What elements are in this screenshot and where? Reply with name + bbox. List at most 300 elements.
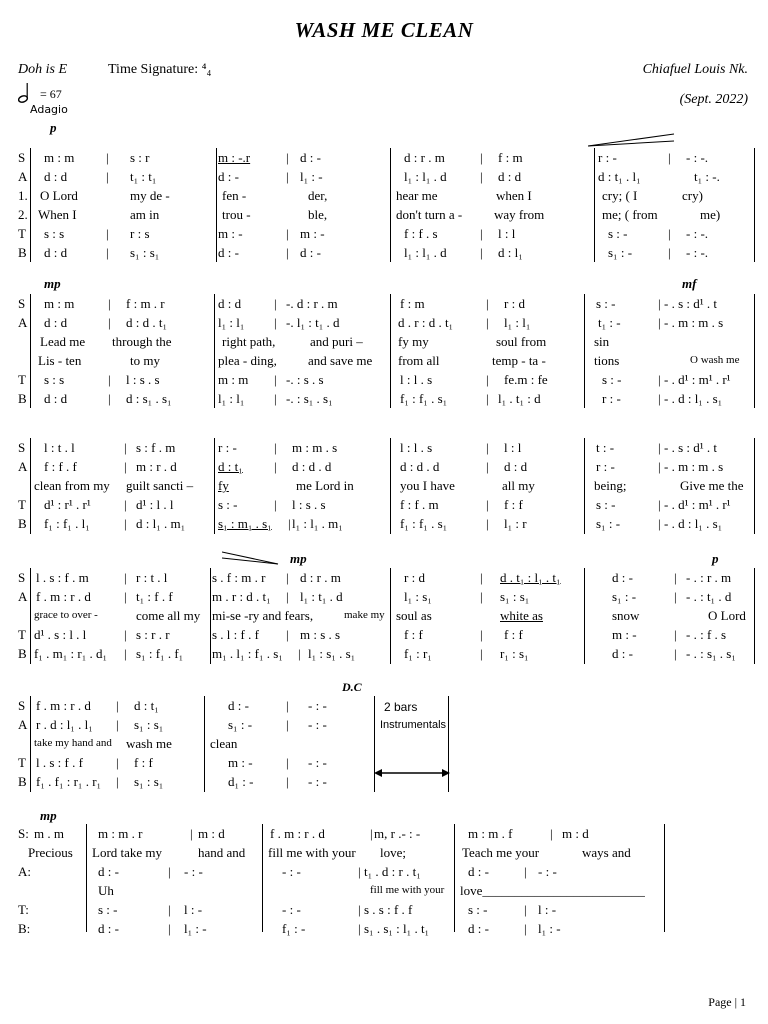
- notation-cell: m . r : d . t₁: [212, 589, 271, 604]
- notation-cell: t₁ : t₁: [130, 169, 157, 184]
- notation-cell: B: [18, 774, 27, 789]
- notation-cell: f₁ : f₁ . l₁: [44, 516, 90, 531]
- notation-cell: s : -: [596, 296, 616, 311]
- notation-cell: s₁ : s₁: [134, 717, 164, 732]
- system-1: [18, 148, 758, 262]
- time-signature: Time Signature: ⁴₄: [108, 62, 212, 77]
- notation-cell: t₁ : -.: [694, 169, 720, 184]
- notation-cell: t : -: [596, 440, 615, 455]
- notation-cell: s . s : f . f: [364, 902, 413, 917]
- notation-cell: m : -.r: [218, 150, 251, 165]
- notation-cell: A: [18, 589, 28, 604]
- notation-cell: r : d: [504, 296, 525, 311]
- bar-separator: |: [274, 296, 277, 311]
- notation-cell: S: [18, 296, 26, 311]
- notation-cell: - : -: [308, 717, 327, 732]
- notation-cell: hear me: [396, 188, 438, 203]
- notation-cell: l₁ : l₁: [218, 391, 245, 406]
- notation-cell: B: [18, 391, 27, 406]
- notation-cell: f₁ . m₁ : r₁ . d₁: [34, 646, 108, 661]
- notation-cell: m : d: [562, 826, 589, 841]
- notation-cell: d¹ . s : l . l: [34, 627, 87, 642]
- lyrics-line-1: [18, 734, 758, 753]
- notation-cell: m : m . f: [468, 826, 513, 841]
- notation-cell: l₁ : l₁ . m₁: [292, 516, 343, 531]
- notation-cell: T: [18, 372, 26, 387]
- notation-cell: s : -: [602, 372, 622, 387]
- notation-cell: being;: [594, 478, 627, 493]
- bar-separator: |: [116, 698, 119, 713]
- notation-cell: B: [18, 646, 27, 661]
- notation-cell: l . s : f . m: [36, 570, 89, 585]
- notation-cell: s : r: [130, 150, 150, 165]
- notation-cell: l₁ : r: [504, 516, 527, 531]
- notation-cell: l : t . l: [44, 440, 75, 455]
- notation-cell: - : -: [308, 774, 327, 789]
- bar-separator: |: [124, 497, 127, 512]
- bar-separator: |: [480, 570, 483, 585]
- bar-separator: |: [288, 516, 291, 531]
- notation-cell: snow: [612, 608, 640, 623]
- notation-cell: f : f . f: [44, 459, 77, 474]
- two-bars-note: 2 bars: [384, 700, 418, 714]
- bass-row: [18, 514, 758, 533]
- bar-separator: |: [274, 440, 277, 455]
- dynamic-mf: mf: [682, 276, 697, 291]
- notation-cell: Precious: [28, 845, 73, 860]
- notation-cell: hand and: [198, 845, 246, 860]
- notation-cell: s : s: [44, 372, 65, 387]
- dynamic-p-2: p: [712, 551, 719, 566]
- notation-cell: d : -: [612, 646, 633, 661]
- notation-cell: f : m . r: [126, 296, 165, 311]
- notation-cell: d : -: [300, 150, 321, 165]
- notation-cell: r : -: [602, 391, 621, 406]
- notation-cell: to my: [130, 353, 160, 368]
- notation-cell: through the: [112, 334, 172, 349]
- dynamic-mp-3: mp: [40, 808, 57, 823]
- bar-separator: |: [358, 864, 361, 879]
- notation-cell: - . d : l₁ . s₁: [664, 391, 723, 406]
- notation-cell: d : l₁ . m₁: [136, 516, 186, 531]
- notation-cell: f . m : r . d: [36, 589, 91, 604]
- notation-cell: f₁ : r₁: [404, 646, 432, 661]
- notation-cell: T: [18, 497, 26, 512]
- bar-separator: |: [286, 589, 289, 604]
- notation-cell: me Lord in: [296, 478, 354, 493]
- bar-separator: |: [286, 698, 289, 713]
- notation-cell: l₁ : s₁ . s₁: [308, 646, 356, 661]
- bar-separator: |: [358, 902, 361, 917]
- notation-cell: d : d: [498, 169, 522, 184]
- notation-cell: s : -: [98, 902, 118, 917]
- notation-cell: d . r : d . t₁: [398, 315, 454, 330]
- notation-cell: B:: [18, 921, 31, 936]
- soprano-row: [18, 568, 758, 587]
- notation-cell: mi-se -ry and fears,: [212, 608, 314, 623]
- alto-row: [18, 313, 758, 332]
- notation-cell: t₁ : f . f: [136, 589, 173, 604]
- bar-separator: |: [486, 459, 489, 474]
- notation-cell: s₁ : s₁: [134, 774, 164, 789]
- bar-separator: |: [524, 902, 527, 917]
- lyrics-line-2: [18, 881, 758, 900]
- notation-cell: d : d: [44, 315, 68, 330]
- system-2: [18, 294, 758, 408]
- notation-cell: r : d: [404, 570, 425, 585]
- notation-cell: d : -: [300, 245, 321, 260]
- notation-cell: f₁ . f₁ : r₁ . r₁: [36, 774, 102, 789]
- notation-cell: tions: [594, 353, 620, 368]
- notation-cell: fe.m : fe: [504, 372, 548, 387]
- notation-cell: s₁ . s₁ : l₁ . t₁: [364, 921, 430, 936]
- notation-cell: - : -.: [686, 245, 709, 260]
- notation-cell: don't turn a -: [396, 207, 463, 222]
- notation-cell: s₁ : -: [608, 245, 633, 260]
- notation-cell: l₁ : l₁ . d: [404, 169, 447, 184]
- bar-separator: |: [286, 774, 289, 789]
- notation-cell: l₁ : -: [184, 921, 207, 936]
- notation-cell: B: [18, 245, 27, 260]
- notation-cell: f : m: [498, 150, 523, 165]
- bar-separator: |: [286, 245, 289, 260]
- notation-cell: s : f . m: [136, 440, 176, 455]
- bar-separator: |: [124, 627, 127, 642]
- bar-separator: |: [486, 440, 489, 455]
- bar-separator: |: [486, 516, 489, 531]
- notation-cell: - : -: [282, 864, 301, 879]
- bar-separator: |: [674, 627, 677, 642]
- notation-cell: Give me the: [680, 478, 744, 493]
- bar-separator: |: [108, 296, 111, 311]
- lyrics-line-1: [18, 606, 758, 625]
- bar-separator: |: [298, 646, 301, 661]
- notation-cell: m : -: [612, 627, 637, 642]
- notation-cell: - . s : d¹ . t: [664, 440, 718, 455]
- notation-cell: S: [18, 440, 26, 455]
- notation-cell: d : -: [228, 698, 249, 713]
- notation-cell: way from: [494, 207, 545, 222]
- notation-cell: Teach me your: [462, 845, 540, 860]
- notation-cell: fy: [218, 478, 229, 493]
- song-title: WASH ME CLEAN: [294, 18, 474, 42]
- notation-cell: A: [18, 717, 28, 732]
- notation-cell: - . : f . s: [686, 627, 727, 642]
- alto-row: [18, 457, 758, 476]
- tenor-row: [18, 900, 758, 919]
- verse1-lyrics: [18, 186, 758, 205]
- lyrics-line-1: [18, 476, 758, 495]
- notation-cell: l₁ : l₁: [504, 315, 531, 330]
- dynamic-mp-1: mp: [44, 276, 61, 291]
- notation-cell: Lord take my: [92, 845, 163, 860]
- notation-cell: A: [18, 169, 28, 184]
- bar-separator: |: [668, 226, 671, 241]
- notation-cell: - : -: [282, 902, 301, 917]
- bar-separator: |: [658, 440, 661, 455]
- bar-separator: |: [274, 315, 277, 330]
- notation-cell: f : f: [134, 755, 153, 770]
- notation-cell: 1.: [18, 188, 28, 203]
- notation-cell: d : d: [44, 169, 68, 184]
- notation-cell: s₁ : -: [228, 717, 253, 732]
- bar-separator: |: [124, 646, 127, 661]
- bar-separator: |: [524, 921, 527, 936]
- notation-cell: grace to over -: [34, 609, 98, 621]
- alto-row: [18, 862, 758, 881]
- notation-cell: me): [700, 207, 721, 222]
- notation-cell: m : -: [300, 226, 325, 241]
- bar-separator: |: [124, 589, 127, 604]
- notation-cell: cry; ( I: [602, 188, 638, 203]
- notation-cell: f . m : r . d: [36, 698, 91, 713]
- notation-cell: d : d: [44, 391, 68, 406]
- notation-cell: d : r . m: [300, 570, 341, 585]
- notation-cell: s₁ : m₁ . s₁: [218, 516, 272, 531]
- bar-separator: |: [286, 150, 289, 165]
- notation-cell: s₁ : s₁: [130, 245, 160, 260]
- soprano-row: [18, 696, 758, 715]
- bar-separator: |: [108, 372, 111, 387]
- half-note-icon: [18, 82, 32, 104]
- notation-cell: temp - ta -: [492, 353, 546, 368]
- bar-separator: |: [116, 774, 119, 789]
- bar-separator: |: [124, 459, 127, 474]
- notation-cell: A: [18, 315, 28, 330]
- notation-cell: r . d : l₁ . l₁: [36, 717, 93, 732]
- bar-separator: |: [106, 150, 109, 165]
- notation-cell: d : s₁ . s₁: [126, 391, 172, 406]
- notation-cell: d : d: [218, 296, 242, 311]
- notation-cell: l . s : f . f: [36, 755, 83, 770]
- bar-separator: |: [668, 245, 671, 260]
- notation-cell: l₁ . t₁ : d: [498, 391, 541, 406]
- notation-cell: - . : r . m: [686, 570, 732, 585]
- notation-cell: l : -: [184, 902, 203, 917]
- notation-cell: s . f : m . r: [212, 570, 266, 585]
- notation-cell: f₁ : f₁ . s₁: [400, 516, 448, 531]
- notation-cell: -. l₁ : t₁ . d: [286, 315, 340, 330]
- notation-cell: d : t₁: [134, 698, 159, 713]
- bar-separator: |: [658, 459, 661, 474]
- notation-cell: - : -: [538, 864, 557, 879]
- tempo-word: Adagio: [30, 103, 68, 116]
- notation-cell: m : r . d: [136, 459, 177, 474]
- notation-cell: - . d : l₁ . s₁: [664, 516, 723, 531]
- notation-cell: d¹ : l . l: [136, 497, 174, 512]
- bar-separator: |: [480, 589, 483, 604]
- bar-separator: |: [480, 627, 483, 642]
- notation-cell: right path,: [222, 334, 276, 349]
- notation-cell: r : s: [130, 226, 150, 241]
- notation-cell: f₁ : -: [282, 921, 306, 936]
- notation-cell: r : t . l: [136, 570, 168, 585]
- double-arrow-icon: [374, 766, 450, 780]
- notation-cell: m : m: [44, 296, 75, 311]
- composer: Chiafuel Louis Nk.: [642, 62, 748, 77]
- notation-cell: s₁ : -: [596, 516, 621, 531]
- bar-separator: |: [658, 372, 661, 387]
- notation-cell: S: [18, 698, 26, 713]
- notation-cell: T: [18, 627, 26, 642]
- notation-cell: O wash me: [690, 354, 740, 366]
- notation-cell: s₁ : -: [612, 589, 637, 604]
- notation-cell: make my: [344, 609, 385, 621]
- notation-cell: f : f . m: [400, 497, 439, 512]
- notation-cell: l : -: [538, 902, 557, 917]
- notation-cell: f : f: [504, 497, 523, 512]
- notation-cell: l₁ : l₁ . d: [404, 245, 447, 260]
- notation-cell: S: [18, 570, 26, 585]
- bar-separator: |: [108, 315, 111, 330]
- bar-separator: |: [286, 627, 289, 642]
- bar-separator: |: [486, 497, 489, 512]
- bar-separator: |: [480, 150, 483, 165]
- notation-cell: f . m : r . d: [270, 826, 325, 841]
- notation-cell: and puri –: [310, 334, 363, 349]
- notation-cell: l : l: [504, 440, 522, 455]
- notation-cell: fy my: [398, 334, 429, 349]
- notation-cell: - : -.: [686, 150, 709, 165]
- notation-cell: Uh: [98, 883, 114, 898]
- notation-cell: fill me with your: [370, 884, 445, 896]
- notation-cell: Lead me: [40, 334, 86, 349]
- notation-cell: A: [18, 459, 28, 474]
- notation-cell: s : r . r: [136, 627, 170, 642]
- notation-cell: when I: [496, 188, 532, 203]
- notation-cell: am in: [130, 207, 160, 222]
- bar-separator: |: [658, 391, 661, 406]
- notation-cell: m : -: [228, 755, 253, 770]
- bar-separator: |: [550, 826, 553, 841]
- bar-separator: |: [674, 589, 677, 604]
- notation-cell: s : s: [44, 226, 65, 241]
- bar-separator: |: [274, 391, 277, 406]
- bar-separator: |: [370, 826, 373, 841]
- notation-cell: - . : s₁ . s₁: [686, 646, 736, 661]
- notation-cell: f : f . s: [404, 226, 438, 241]
- soprano-row: [18, 824, 758, 843]
- page-number: Page | 1: [708, 995, 746, 1009]
- notation-cell: l₁ : t₁ . d: [300, 589, 343, 604]
- notation-cell: m, r .- : -: [374, 826, 421, 841]
- notation-cell: r : -: [218, 440, 237, 455]
- dynamic-mp-2: mp: [290, 551, 307, 566]
- bar-separator: |: [124, 570, 127, 585]
- bar-separator: |: [674, 646, 677, 661]
- notation-cell: from all: [398, 353, 440, 368]
- notation-cell: m : -: [218, 226, 243, 241]
- notation-cell: m . m: [34, 826, 64, 841]
- notation-cell: - . d¹ : m¹ . r¹: [664, 372, 731, 387]
- notation-cell: O Lord: [708, 608, 746, 623]
- soprano-row: [18, 438, 758, 457]
- bar-separator: |: [658, 516, 661, 531]
- notation-cell: l : l . s: [400, 372, 433, 387]
- notation-cell: 2.: [18, 207, 28, 222]
- bar-separator: |: [486, 391, 489, 406]
- notation-cell: fill me with your: [268, 845, 356, 860]
- notation-cell: l : l: [498, 226, 516, 241]
- bar-separator: |: [524, 864, 527, 879]
- notation-cell: me; ( from: [602, 207, 658, 222]
- notation-cell: s : -: [608, 226, 628, 241]
- bar-separator: |: [124, 440, 127, 455]
- notation-cell: all my: [502, 478, 535, 493]
- notation-cell: m : m: [44, 150, 75, 165]
- bar-separator: |: [286, 226, 289, 241]
- notation-cell: d : r . m: [404, 150, 445, 165]
- notation-cell: - : -: [184, 864, 203, 879]
- notation-cell: O Lord: [40, 188, 78, 203]
- notation-cell: r₁ : s₁: [500, 646, 529, 661]
- notation-cell: d : -: [468, 921, 489, 936]
- notation-cell: - : -.: [686, 226, 709, 241]
- soprano-row: [18, 148, 758, 167]
- key-signature: Doh is E: [18, 62, 67, 77]
- bar-separator: |: [480, 245, 483, 260]
- bar-separator: |: [168, 902, 171, 917]
- lyrics-line-1: [18, 332, 758, 351]
- bar-separator: |: [486, 296, 489, 311]
- notation-cell: ble,: [308, 207, 328, 222]
- soprano-row: [18, 294, 758, 313]
- bar-separator: |: [674, 570, 677, 585]
- notation-cell: m : s . s: [300, 627, 341, 642]
- notation-cell: s : -: [218, 497, 238, 512]
- notation-cell: d : d . d: [400, 459, 440, 474]
- notation-cell: m : m . r: [98, 826, 143, 841]
- notation-cell: s₁ : s₁: [500, 589, 530, 604]
- notation-cell: t₁ . d : r . t₁: [364, 864, 421, 879]
- tenor-row: [18, 495, 758, 514]
- bar-separator: |: [106, 245, 109, 260]
- notation-cell: trou -: [222, 207, 251, 222]
- notation-cell: s . l : f . f: [212, 627, 259, 642]
- notation-cell: d : t₁: [218, 459, 243, 474]
- bar-separator: |: [480, 226, 483, 241]
- system-6: [18, 824, 758, 938]
- bar-separator: |: [486, 315, 489, 330]
- bar-separator: |: [274, 459, 277, 474]
- notation-cell: l₁ : -: [538, 921, 561, 936]
- lyrics-line-1: [18, 843, 758, 862]
- notation-cell: d : d: [44, 245, 68, 260]
- notation-cell: d : -: [218, 169, 239, 184]
- notation-cell: s : -: [468, 902, 488, 917]
- notation-cell: you I have: [400, 478, 455, 493]
- bar-separator: |: [658, 497, 661, 512]
- tenor-row: [18, 224, 758, 243]
- bar-separator: |: [168, 864, 171, 879]
- notation-cell: r : -: [598, 150, 617, 165]
- bar-separator: |: [190, 826, 193, 841]
- notation-cell: guilt sancti –: [126, 478, 194, 493]
- notation-cell: s : -: [596, 497, 616, 512]
- notation-cell: - . d¹ : m¹ . r¹: [664, 497, 731, 512]
- bar-separator: |: [274, 372, 277, 387]
- notation-cell: t₁ : -: [598, 315, 621, 330]
- notation-cell: clean: [210, 736, 238, 751]
- bar-separator: |: [286, 169, 289, 184]
- notation-cell: love;: [380, 845, 406, 860]
- notation-cell: m : d: [198, 826, 225, 841]
- notation-cell: d : -: [98, 864, 119, 879]
- notation-cell: soul from: [496, 334, 547, 349]
- bar-separator: |: [168, 921, 171, 936]
- notation-cell: -. : s₁ . s₁: [286, 391, 333, 406]
- notation-cell: d . t₁ : l₁ . t₁: [500, 570, 561, 585]
